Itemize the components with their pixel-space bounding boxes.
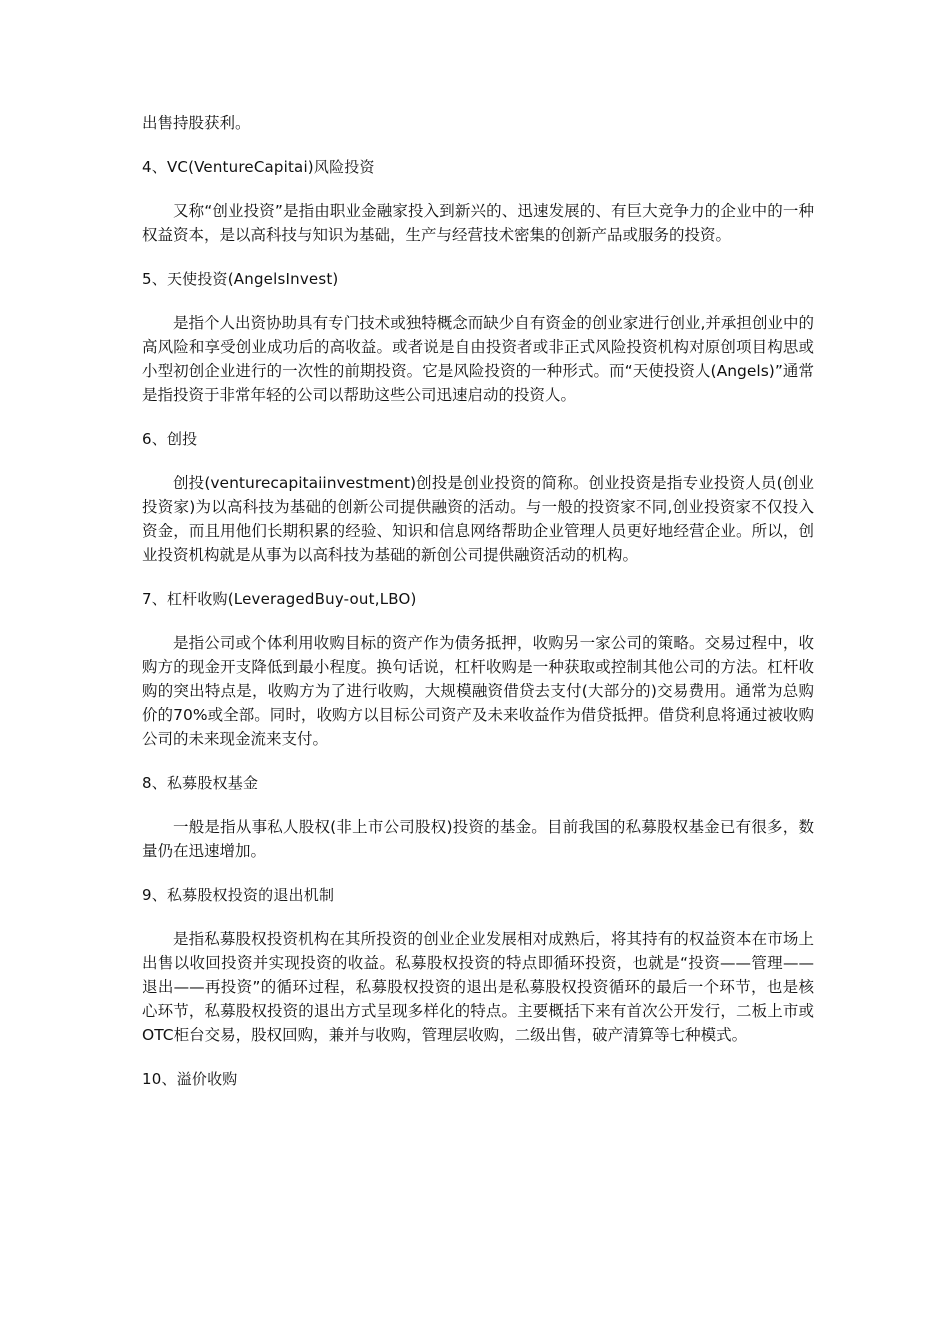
section-heading-7: 7、杠杆收购(LeveragedBuy-out,LBO) <box>142 590 417 608</box>
section-heading-8: 8、私募股权基金 <box>142 774 259 792</box>
section-heading-4: 4、VC(VentureCapitai)风险投资 <box>142 158 375 176</box>
section-heading-9: 9、私募股权投资的退出机制 <box>142 886 335 904</box>
section-heading-5: 5、天使投资(AngelsInvest) <box>142 270 339 288</box>
section-body-6: 创投(venturecapitaiinvestment)创投是创业投资的简称。创业投资是指专业投资人员(创业投资家)为以高科技为基础的创新公司提供融资的活动。与一般的投资家不同,创业投资家不仅投入资金，而且用他们长期积累的经验、知识和信息网络帮助企业管理人员更好地经营企业。所以，创业投资机构就是从事为以高科技为基础的新创公司提供融资活动的机构。 <box>142 474 814 564</box>
section-body-5: 是指个人出资协助具有专门技术或独特概念而缺少自有资金的创业家进行创业,并承担创业中的高风险和享受创业成功后的高收益。或者说是自由投资者或非正式风险投资机构对原创项目构思或小型初创企业进行的一次性的前期投资。它是风险投资的一种形式。而“天使投资人(Angels)”通常是指投资于非常年轻的公司以帮助这些公司迅速启动的投资人。 <box>142 314 814 404</box>
section-body-8: 一般是指从事私人股权(非上市公司股权)投资的基金。目前我国的私募股权基金已有很多，数量仍在迅速增加。 <box>142 818 814 860</box>
lead-text: 出售持股获利。 <box>142 114 251 132</box>
section-body-7: 是指公司或个体利用收购目标的资产作为债务抵押，收购另一家公司的策略。交易过程中，收购方的现金开支降低到最小程度。换句话说，杠杆收购是一种获取或控制其他公司的方法。杠杆收购的突出特点是，收购方为了进行收购，大规模融资借贷去支付(大部分的)交易费用。通常为总购价的70%或全部。同时，收购方以目标公司资产及未来收益作为借贷抵押。借贷利息将通过被收购公司的未来现金流来支付。 <box>142 634 814 748</box>
section-body-9: 是指私募股权投资机构在其所投资的创业企业发展相对成熟后，将其持有的权益资本在市场上出售以收回投资并实现投资的收益。私募股权投资的特点即循环投资，也就是“投资——管理——退出——再投资”的循环过程，私募股权投资的退出是私募股权投资循环的最后一个环节，也是核心环节，私募股权投资的退出方式呈现多样化的特点。主要概括下来有首次公开发行，二板上市或OTC柜台交易，股权回购，兼并与收购，管理层收购，二级出售，破产清算等七种模式。 <box>142 930 814 1044</box>
section-heading-10: 10、溢价收购 <box>142 1070 238 1088</box>
document-body <box>142 111 814 1111</box>
section-body-4: 又称“创业投资”是指由职业金融家投入到新兴的、迅速发展的、有巨大竞争力的企业中的一种权益资本，是以高科技与知识为基础，生产与经营技术密集的创新产品或服务的投资。 <box>142 202 814 244</box>
section-heading-6: 6、创投 <box>142 430 198 448</box>
